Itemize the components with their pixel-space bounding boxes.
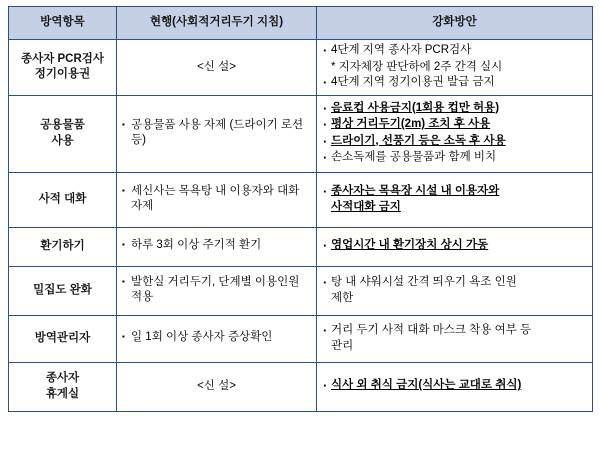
row-category (9, 362, 117, 411)
enhanced-list (322, 275, 587, 291)
list-item: · 4단계 지역 정기이용권 발급 금지 (322, 75, 587, 91)
list-item: · 4단계 지역 종사자 PCR검사 (322, 43, 587, 59)
row-current (117, 315, 317, 362)
category-line: 정기이용권 (34, 68, 91, 81)
row-enhanced (317, 172, 593, 227)
category-line: 공용물품 (40, 119, 85, 132)
list-item: ▪ 일 1회 이상 종사자 증상확인 (122, 330, 311, 346)
table-row (9, 172, 593, 227)
measures-table (8, 6, 593, 412)
row-category (9, 266, 117, 315)
list-item: ▪ 공용물품 사용 자제 (드라이기 로션 등) (122, 118, 311, 149)
list-item: · 식사 외 취식 금지(식사는 교대로 취식) (322, 378, 587, 394)
row-enhanced (317, 266, 593, 315)
header-current: 현행(사회적거리두기 지침) (117, 7, 317, 40)
row-current (117, 227, 317, 266)
enhanced-list (322, 323, 587, 339)
category-line: 밀집도 완화 (33, 283, 92, 296)
current-list (122, 330, 311, 346)
row-current (117, 266, 317, 315)
category-line: 사적 대화 (38, 192, 87, 205)
row-current (117, 95, 317, 172)
list-item: · 종사자는 목욕장 시설 내 이용자와 (322, 184, 587, 200)
current-list (122, 118, 311, 149)
category-line: 종사자 PCR검사 (20, 52, 105, 65)
table-row (9, 315, 593, 362)
list-item: ▪ 하루 3회 이상 주기적 환기 (122, 238, 311, 254)
enhanced-list (322, 238, 587, 254)
enhanced-continuation: 사적대화 금지 (331, 201, 401, 214)
row-enhanced (317, 40, 593, 96)
row-enhanced (317, 227, 593, 266)
table-header (9, 7, 593, 40)
enhanced-continuation: 관리 (331, 340, 354, 353)
row-category (9, 227, 117, 266)
table-row (9, 95, 593, 172)
current-list (122, 184, 311, 215)
list-item: ▪ 발한실 거리두기, 단계별 이용인원 적용 (122, 275, 311, 306)
category-line: 종사자 (45, 372, 80, 385)
enhanced-list (322, 378, 587, 394)
enhanced-list (322, 184, 587, 200)
table-header-row (9, 7, 593, 40)
row-current: <신 설> (117, 362, 317, 411)
row-category (9, 40, 117, 96)
header-category: 방역항목 (9, 7, 117, 40)
enhanced-note: * 지자체장 판단하에 2주 간격 실시 (331, 60, 503, 73)
row-category (9, 172, 117, 227)
table-row (9, 40, 593, 96)
enhanced-list (322, 43, 587, 59)
table-row (9, 227, 593, 266)
category-line: 사용 (51, 134, 74, 147)
row-enhanced (317, 95, 593, 172)
header-enhanced: 강화방안 (317, 7, 593, 40)
list-item: ▪ 세신사는 목욕탕 내 이용자와 대화 자제 (122, 184, 311, 215)
enhanced-list (322, 101, 587, 166)
current-list (122, 275, 311, 306)
list-item: · 거리 두기 사적 대화 마스크 착용 여부 등 (322, 323, 587, 339)
enhanced-continuation: 제한 (331, 292, 354, 305)
list-item: · 탕 내 샤워시설 간격 띄우기 욕조 인원 (322, 275, 587, 291)
row-category (9, 95, 117, 172)
row-current: <신 설> (117, 40, 317, 96)
category-line: 휴게실 (45, 387, 80, 400)
table-body (9, 40, 593, 412)
current-list (122, 238, 311, 254)
enhanced-list (322, 75, 587, 91)
row-enhanced (317, 315, 593, 362)
table-row (9, 362, 593, 411)
table-row (9, 266, 593, 315)
row-enhanced (317, 362, 593, 411)
list-item: · 음료컵 사용금지(1회용 컵만 허용) (322, 101, 587, 117)
category-line: 방역관리자 (34, 331, 91, 344)
row-current (117, 172, 317, 227)
list-item: · 드라이기, 선풍기 등은 소독 후 사용 (322, 134, 587, 150)
list-item: · 손소독제를 공용물품과 함께 비치 (322, 150, 587, 166)
list-item: · 평상 거리두기(2m) 조치 후 사용 (322, 117, 587, 133)
category-line: 환기하기 (40, 239, 85, 252)
list-item: · 영업시간 내 환기장치 상시 가동 (322, 238, 587, 254)
row-category (9, 315, 117, 362)
